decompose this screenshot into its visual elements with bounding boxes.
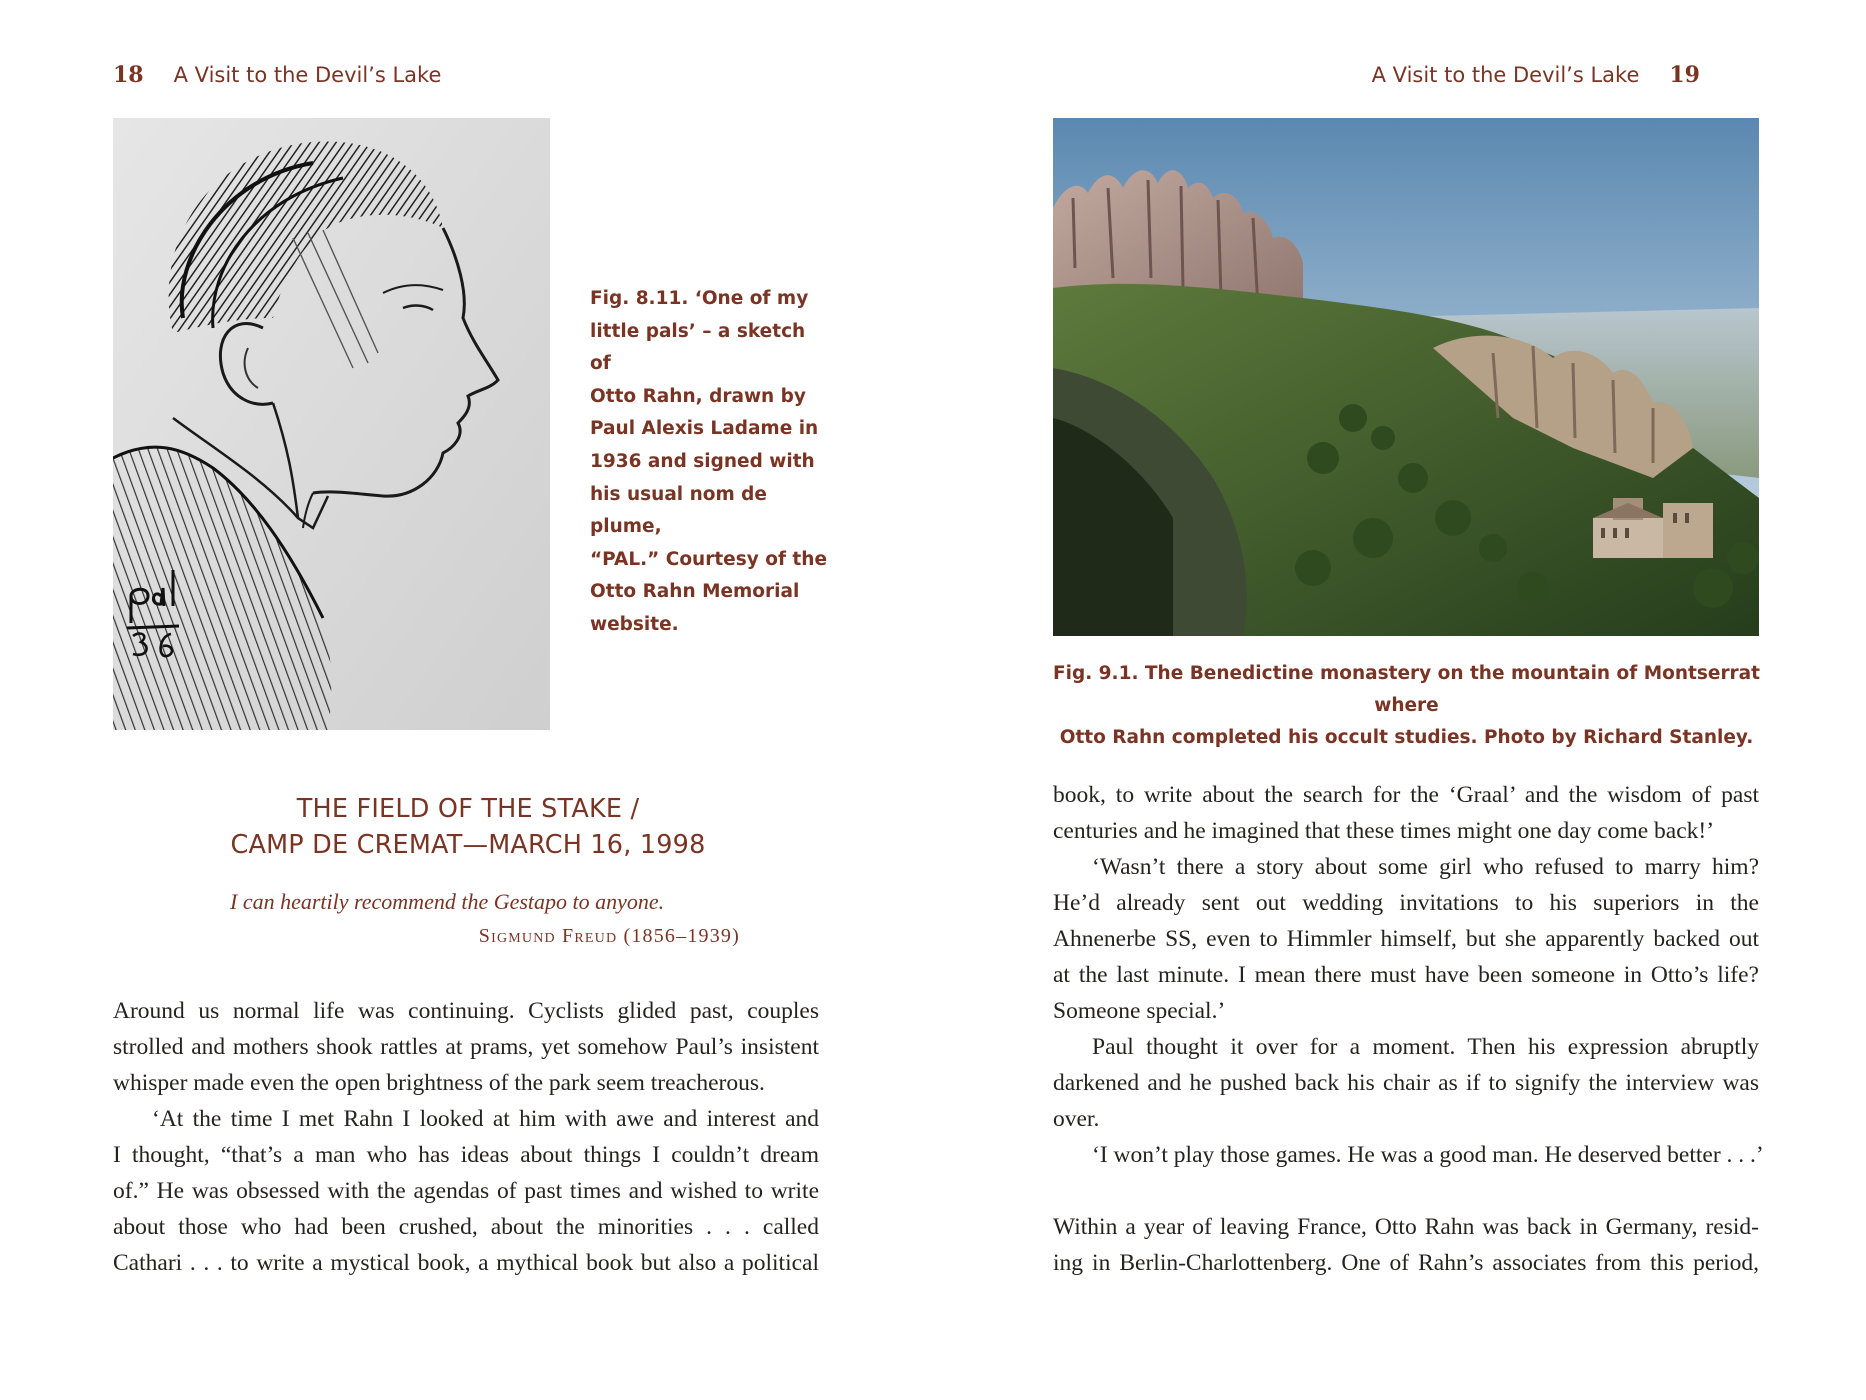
portrait-sketch-image (113, 118, 550, 730)
body-text-right (1053, 777, 1764, 1281)
text-line: ing in Berlin-Charlottenberg. One of Rahn’s associates from this period, (1053, 1250, 1759, 1276)
caption-line: his usual nom de plume, (590, 483, 767, 538)
caption-line: Otto Rahn completed his occult studies. Photo by Richard Stanley. (1059, 727, 1754, 748)
portrait-sketch-figure (113, 118, 550, 730)
text-line: Paul thought it over for a moment. Then his expression abruptly (1092, 1034, 1759, 1060)
epigraph-attribution: Sigmund Freud (1856–1939) (478, 925, 740, 947)
caption-line: “PAL.” Courtesy of the (590, 548, 827, 570)
figure-caption-right (1048, 658, 1765, 754)
text-line: at the last minute. I mean there must have been someone in Otto’s life? (1053, 962, 1759, 988)
caption-line: 1936 and signed with (590, 450, 815, 472)
caption-line: Paul Alexis Ladame in (590, 418, 819, 440)
text-line: ‘I won’t play those games. He was a good man. He deserved better . . .’ (1092, 1142, 1764, 1168)
text-line: He’d already sent out wedding invitations to his superiors in the (1053, 890, 1759, 916)
figure-caption-left (590, 283, 830, 642)
text-line: ‘Wasn’t there a story about some girl who refused to marry him? (1092, 854, 1759, 880)
running-title: A Visit to the Devil’s Lake (173, 63, 442, 87)
text-line: I thought, “that’s a man who has ideas about things I couldn’t dream (113, 1142, 819, 1168)
text-line: whisper made even the open brightness of the park seem treacherous. (113, 1070, 765, 1096)
text-line: strolled and mothers shook rattles at prams, yet somehow Paul’s insistent (113, 1034, 819, 1060)
text-line: Someone special.’ (1053, 998, 1226, 1024)
running-head-right (1372, 62, 1700, 88)
caption-line: little pals’ – a sketch of (590, 320, 806, 375)
text-line: ‘At the time I met Rahn I looked at him with awe and interest and (152, 1106, 819, 1132)
caption-line: Fig. 8.11. ‘One of my (590, 288, 809, 309)
caption-line: website. (590, 613, 679, 635)
running-title: A Visit to the Devil’s Lake (1371, 63, 1640, 87)
body-text-left (113, 993, 819, 1281)
text-line: over. (1053, 1106, 1100, 1132)
text-line: Around us normal life was continuing. Cyclists glided past, couples (113, 998, 819, 1024)
text-line: book, to write about the search for the ‘Graal’ and the wisdom of past (1053, 782, 1759, 808)
running-head-left (113, 62, 441, 88)
text-line: centuries and he imagined that these times might one day come back!’ (1053, 818, 1715, 844)
epigraph-quote: I can heartily recommend the Gestapo to anyone. (230, 889, 665, 914)
page-number: 19 (1669, 62, 1700, 88)
section-title-line: CAMP DE CREMAT—MARCH 16, 1998 (230, 830, 706, 860)
caption-line: Otto Rahn, drawn by (590, 385, 806, 407)
section-title-line: THE FIELD OF THE STAKE / (296, 794, 640, 824)
text-line: of.” He was obsessed with the agendas of past times and wished to write (113, 1178, 819, 1204)
text-line: Cathari . . . to write a mystical book, a mythical book but also a political (113, 1250, 819, 1276)
caption-line: Fig. 9.1. The Benedictine monastery on the mountain of Montserrat where (1052, 663, 1761, 716)
section-title (113, 791, 823, 863)
text-line: Within a year of leaving France, Otto Rahn was back in Germany, resid- (1053, 1214, 1759, 1240)
text-line: Ahnenerbe SS, even to Himmler himself, but she apparently backed out (1053, 926, 1759, 952)
page-number: 18 (113, 62, 144, 88)
montserrat-photo-figure (1053, 118, 1759, 636)
text-line: darkened and he pushed back his chair as if to signify the interview was (1053, 1070, 1759, 1096)
text-line: about those who had been crushed, about the minorities . . . called (113, 1214, 819, 1240)
caption-line: Otto Rahn Memorial (590, 581, 800, 603)
montserrat-photo-image (1053, 118, 1759, 636)
right-page (933, 0, 1866, 1400)
